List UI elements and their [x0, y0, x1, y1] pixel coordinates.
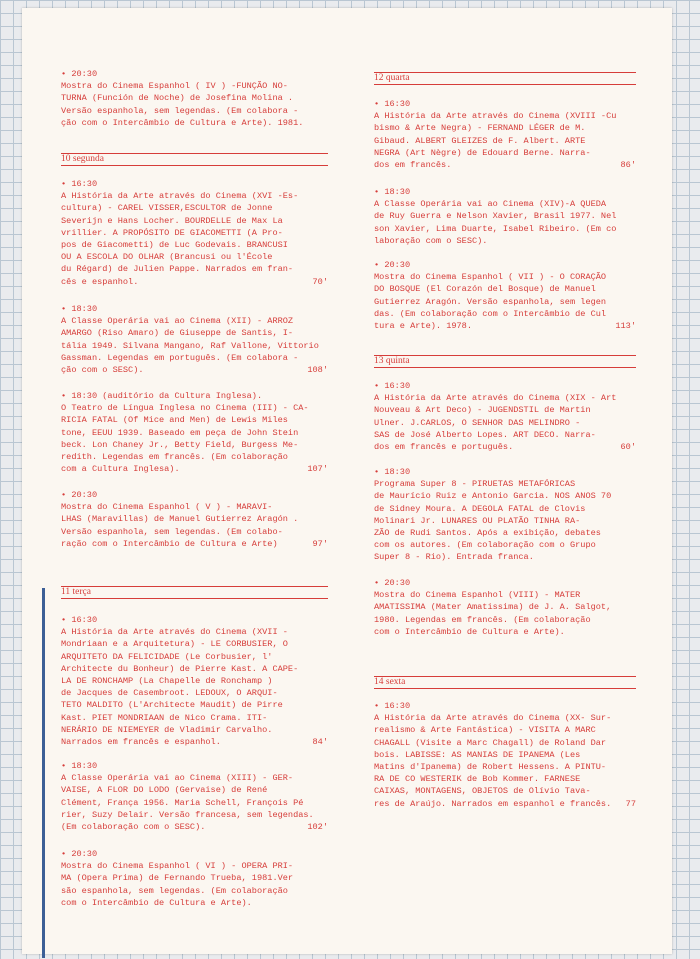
- program-entry: [61, 489, 328, 550]
- program-entry: [61, 760, 328, 833]
- program-entry: [374, 466, 636, 564]
- entry-text: • 20:30 Mostra do Cinema Espanhol ( V ) - MARAVI- LHAS (Maravillas) de Manuel Gutierrez Aragón . Versão espanhola, sem legendas. (Em colabo- ração com o Intercâmbio de Cultura e Arte): [61, 490, 299, 549]
- duration: 70': [312, 276, 328, 287]
- program-page: [22, 8, 672, 954]
- entry-text: • 18:30 Programa Super 8 - PIRUETAS METAFÓRICAS de Maurício Ruiz e Antonio Garcia. NOS ANOS 70 de Sidney Moura. A DEGOLA FATAL de Clovis Molinari Jr. LUNARES OU PLATÃO TINHA RA- ZÃO de Rudi Santos. Após a exibição, debates com os autores. (Em colaboração com o Grupo Super 8 - Rio). Entrada franca.: [374, 467, 612, 563]
- day-heading: 13 quinta: [374, 355, 636, 368]
- entry-text: • 20:30 Mostra do Cinema Espanhol ( IV ) -FUNÇÃO NO- TURNA (Función de Noche) de Josefina Molina . Versão espanhola, sem legendas. (Em colabora - ção com o Intercâmbio de Cultura e Arte). 1981.: [61, 69, 304, 128]
- duration: 107': [307, 464, 328, 475]
- entry-text: • 20:30 Mostra do Cinema Espanhol ( VII ) - O CORAÇÃO DO BOSQUE (El Corazón del Bosque) de Manuel Gutierrez Aragón. Versão espanhola, sem legen das. (Em colaboração com o Intercâmbio de Cul tura e Arte). 1978.: [374, 260, 607, 332]
- program-entry: [61, 178, 328, 288]
- entry-text: • 16:30 A História da Arte através do Cinema (XVII - Mondriaan e a Arquitetura) - LE CORBUSIER, O ARQUITETO DA FELICIDADE (Le Corbusier, l' Architecte du Bonheur) de Pierre Kast. A CAPE- LA DE RONCHAMP (La Chapelle de Ronchamp ) de Jacques de Casembroot. LEDOUX, O ARQUI- TETO MALDITO (L'Architecte Maudit) de Pirre Kast. PIET MONDRIAAN de Nico Crama. ITI- NERÁRIO DE NIEMEYER de Vladimir Carvalho. Narrados em francês e espanhol.: [61, 615, 299, 748]
- duration: 77: [625, 798, 636, 809]
- duration: 102': [307, 822, 328, 833]
- duration: 113': [615, 321, 636, 332]
- program-entry: [61, 848, 328, 909]
- program-entry: [374, 259, 636, 332]
- program-entry: [61, 390, 328, 475]
- day-heading: 10 segunda: [61, 153, 328, 166]
- entry-text: • 16:30 A História da Arte através do Cinema (XVIII -Cu bismo & Arte Negra) - FERNAND LÉGER de M. Gibaud. ALBERT GLEIZES de F. Albert. ARTE NEGRA (Art Nègre) de Edouard Berne. Narra- dos em francês.: [374, 99, 617, 171]
- duration: 60': [620, 442, 636, 453]
- program-entry: [374, 186, 636, 247]
- program-entry: [374, 98, 636, 171]
- day-heading: 14 sexta: [374, 676, 636, 689]
- duration: 108': [307, 365, 328, 376]
- entry-text: • 18:30 A Classe Operária vai ao Cinema (XIII) - GER- VAISE, A FLOR DO LODO (Gervaise) de René Clément, França 1956. Maria Schell, François Pé rier, Suzy Delair. Versão francesa, sem legendas. (Em colaboração com o SESC).: [61, 761, 314, 833]
- day-heading: 11 terça: [61, 586, 328, 599]
- program-entry: [374, 700, 636, 810]
- binding-edge: [42, 588, 45, 958]
- duration: 84': [312, 737, 328, 748]
- program-entry: [374, 380, 636, 453]
- entry-text: • 18:30 (auditório da Cultura Inglesa). O Teatro de Língua Inglesa no Cinema (III) - CA- RICIA FATAL (Of Mice and Men) de Lewis Miles tone, EEUU 1939. Baseado em peça de John Stein beck. Lon Chaney Jr., Betty Field, Burgess Me- redith. Legendas em francês. (Em colaboração com a Cultura Inglesa).: [61, 391, 309, 475]
- duration: 97': [312, 538, 328, 549]
- program-entry: [374, 577, 636, 638]
- entry-text: • 16:30 A História da Arte através do Cinema (XVI -Es- cultura) - CAREL VISSER,ESCULTOR de Jonne Severijn e Hans Locher. BOURDELLE de Max La vrillier. A PROPÓSITO DE GIACOMETTI (A Pro- pos de Giacometti) de Luc Godevais. BRANCUSI OU A ESCOLA DO OLHAR (Brancusi ou l'École du Régard) de Julien Pappe. Narrados em fran- cês e espanhol.: [61, 179, 299, 287]
- entry-text: • 20:30 Mostra do Cinema Espanhol (VIII) - MATER AMATISSIMA (Mater Amatissima) de J. A. Salgot, 1980. Legendas em francês. (Em colaboração com o Intercâmbio de Cultura e Arte).: [374, 578, 612, 637]
- entry-text: • 16:30 A História da Arte através do Cinema (XX- Sur- realismo & Arte Fantástica) - VISITA A MARC CHAGALL (Visite a Marc Chagall) de Roland Dar bois. LABISSE: AS MANIAS DE IPANEMA (Les Matins d'Ipanema) de Robert Hessens. A PINTU- RA DE CO WESTERIK de Bob Kommer. FARNESE CAIXAS, MONTAGENS, OBJETOS de Olívio Tava- res de Araújo. Narrados em espanhol e francês.: [374, 701, 612, 809]
- entry-text: • 16:30 A História da Arte através do Cinema (XIX - Art Nouveau & Art Deco) - JUGENDSTIL de Martin Ulner. J.CARLOS, O SENHOR DAS MELINDRO - SAS de José Alberto Lopes. ART DECO. Narra- dos em francês e português.: [374, 381, 617, 453]
- program-entry: [61, 303, 328, 376]
- duration: 86': [620, 160, 636, 171]
- program-entry: [61, 68, 328, 129]
- day-heading: 12 quarta: [374, 72, 636, 85]
- program-entry: [61, 614, 328, 748]
- entry-text: • 18:30 A Classe Operária vai ao Cinema (XII) - ARROZ AMARGO (Riso Amaro) de Giuseppe de Santis, I- tália 1949. Silvana Mangano, Raf Vallone, Vittorio Gassman. Legendas em português. (Em colabora - ção com o SESC).: [61, 304, 319, 376]
- entry-text: • 18:30 A Classe Operária vai ao Cinema (XIV)-A QUEDA de Ruy Guerra e Nelson Xavier, Brasil 1977. Nel son Xavier, Lima Duarte, Isabel Ribeiro. (Em co laboração com o SESC).: [374, 187, 617, 246]
- entry-text: • 20:30 Mostra do Cinema Espanhol ( VI ) - OPERA PRI- MA (Opera Prima) de Fernando Trueba, 1981.Ver são espanhola, sem legendas. (Em colaboração com o Intercâmbio de Cultura e Arte).: [61, 849, 294, 908]
